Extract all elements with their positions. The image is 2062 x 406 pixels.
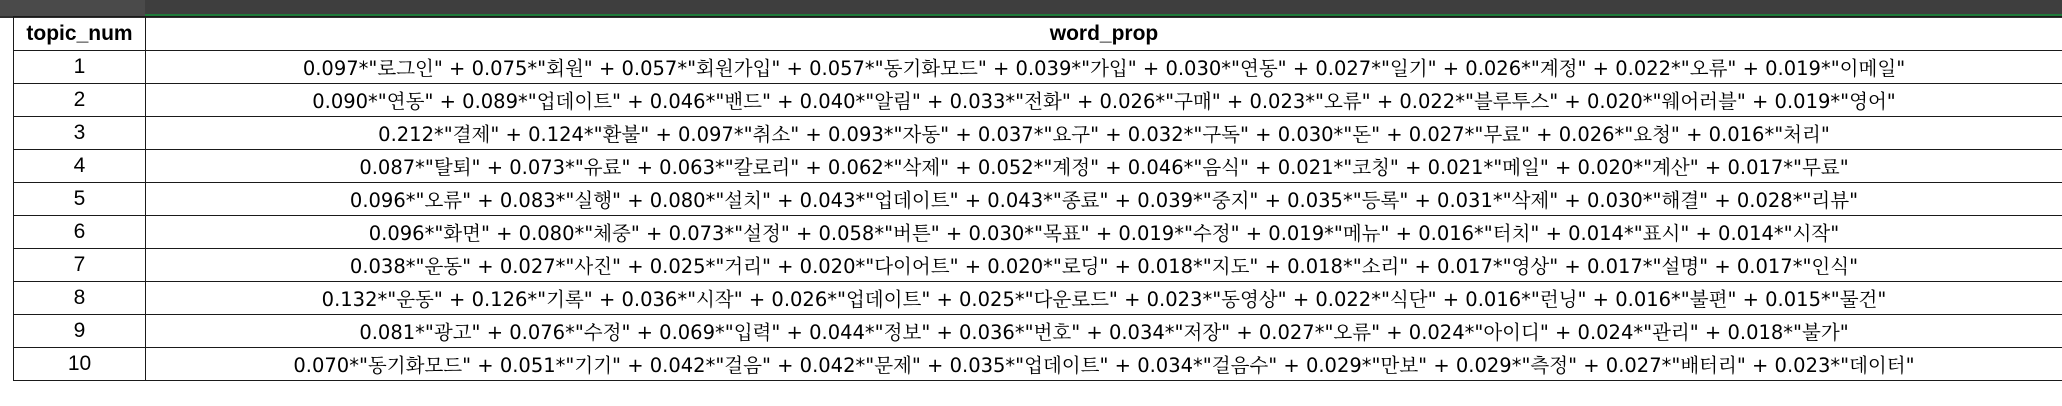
word-prop-cell[interactable]: 0.070*"동기화모드" + 0.051*"기기" + 0.042*"걸음" + 0.042*"문제" + 0.035*"업데이트" + 0.034*"걸음수" + 0.029*"만보" + 0.029*"측정" + 0.027*"배터리" + 0.023*"데이터" [146, 348, 2062, 381]
topic-num-cell[interactable]: 9 [14, 315, 146, 348]
topic-num-cell[interactable]: 4 [14, 150, 146, 183]
table-row [14, 183, 2062, 216]
table-row [14, 117, 2062, 150]
word-prop-cell[interactable]: 0.081*"광고" + 0.076*"수정" + 0.069*"입력" + 0.044*"정보" + 0.036*"번호" + 0.034*"저장" + 0.027*"오류" + 0.024*"아이디" + 0.024*"관리" + 0.018*"불가" [146, 315, 2062, 348]
topic-num-cell[interactable]: 2 [14, 84, 146, 117]
word-prop-cell[interactable]: 0.212*"결제" + 0.124*"환불" + 0.097*"취소" + 0.093*"자동" + 0.037*"요구" + 0.032*"구독" + 0.030*"돈" + 0.027*"무료" + 0.026*"요청" + 0.016*"처리" [146, 117, 2062, 150]
table-row [14, 249, 2062, 282]
word-prop-cell[interactable]: 0.090*"연동" + 0.089*"업데이트" + 0.046*"밴드" + 0.040*"알림" + 0.033*"전화" + 0.026*"구매" + 0.023*"오류" + 0.022*"블루투스" + 0.020*"웨어러블" + 0.019*"영어" [146, 84, 2062, 117]
topic-num-cell[interactable]: 8 [14, 282, 146, 315]
topic-num-cell[interactable]: 3 [14, 117, 146, 150]
word-prop-cell[interactable]: 0.096*"화면" + 0.080*"체중" + 0.073*"설정" + 0.058*"버튼" + 0.030*"목표" + 0.019*"수정" + 0.019*"메뉴" + 0.016*"터치" + 0.014*"표시" + 0.014*"시작" [146, 216, 2062, 249]
table-row [14, 84, 2062, 117]
table-row [14, 150, 2062, 183]
column-header-topic-num[interactable]: topic_num [14, 17, 146, 51]
word-prop-cell[interactable]: 0.096*"오류" + 0.083*"실행" + 0.080*"설치" + 0.043*"업데이트" + 0.043*"종료" + 0.039*"중지" + 0.035*"등록" + 0.031*"삭제" + 0.030*"해결" + 0.028*"리뷰" [146, 183, 2062, 216]
header-bar-accent [145, 0, 2062, 16]
table-row [14, 51, 2062, 84]
topic-num-cell[interactable]: 6 [14, 216, 146, 249]
table-row [14, 315, 2062, 348]
word-prop-cell[interactable]: 0.087*"탈퇴" + 0.073*"유료" + 0.063*"칼로리" + 0.062*"삭제" + 0.052*"계정" + 0.046*"음식" + 0.021*"코칭" + 0.021*"메일" + 0.020*"계산" + 0.017*"무료" [146, 150, 2062, 183]
table-row [14, 216, 2062, 249]
column-header-word-prop[interactable]: word_prop [146, 17, 2062, 51]
word-prop-cell[interactable]: 0.038*"운동" + 0.027*"사진" + 0.025*"거리" + 0.020*"다이어트" + 0.020*"로딩" + 0.018*"지도" + 0.018*"소리" + 0.017*"영상" + 0.017*"설명" + 0.017*"인식" [146, 249, 2062, 282]
table-row [14, 282, 2062, 315]
topic-table [13, 16, 2062, 381]
header-row [14, 17, 2062, 51]
topic-num-cell[interactable]: 10 [14, 348, 146, 381]
topic-num-cell[interactable]: 7 [14, 249, 146, 282]
topic-num-cell[interactable]: 1 [14, 51, 146, 84]
word-prop-cell[interactable]: 0.097*"로그인" + 0.075*"회원" + 0.057*"회원가입" + 0.057*"동기화모드" + 0.039*"가입" + 0.030*"연동" + 0.027*"일기" + 0.026*"계정" + 0.022*"오류" + 0.019*"이메일" [146, 51, 2062, 84]
table-row [14, 348, 2062, 381]
word-prop-cell[interactable]: 0.132*"운동" + 0.126*"기록" + 0.036*"시작" + 0.026*"업데이트" + 0.025*"다운로드" + 0.023*"동영상" + 0.022*"식단" + 0.016*"런닝" + 0.016*"불편" + 0.015*"물건" [146, 282, 2062, 315]
topic-num-cell[interactable]: 5 [14, 183, 146, 216]
